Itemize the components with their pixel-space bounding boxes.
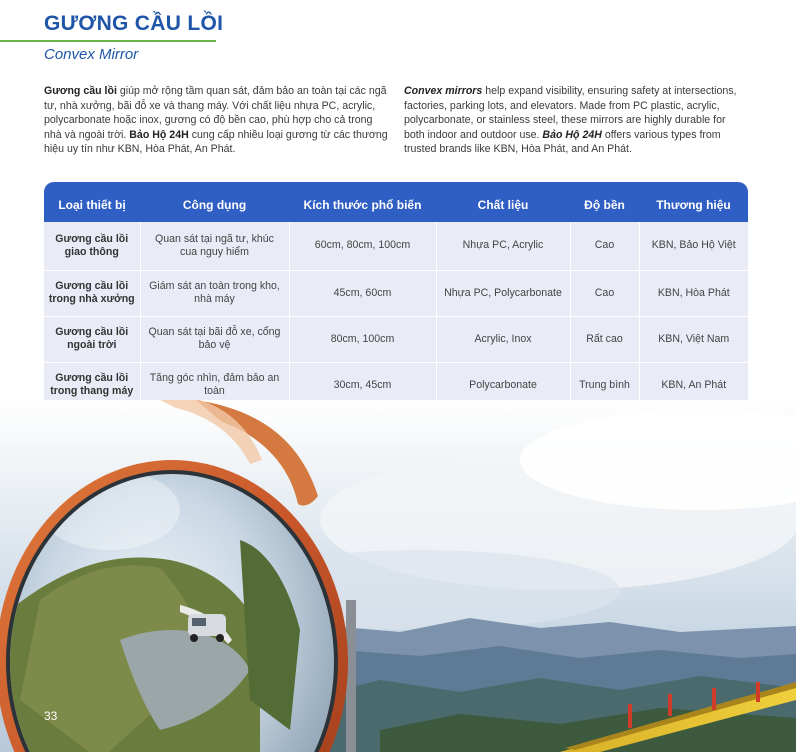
column-header: Loại thiết bị — [58, 198, 126, 212]
table-cell: 45cm, 60cm — [289, 270, 436, 316]
table-cell: Trung bình — [570, 362, 639, 408]
table-cell: Nhựa PC, Polycarbonate — [436, 270, 570, 316]
intro-vietnamese — [44, 84, 389, 157]
table-cell: Rất cao — [570, 316, 639, 362]
table-cell: Gương cầu lồi trong nhà xưởng — [44, 270, 140, 316]
table-cell: KBN, Bảo Hộ Việt — [639, 222, 748, 270]
table-row — [44, 222, 748, 270]
table-cell: Tăng góc nhìn, đảm bảo an toàn — [140, 362, 289, 408]
table-cell: 30cm, 45cm — [289, 362, 436, 408]
table-cell: Quan sát tại ngã tư, khúc cua nguy hiểm — [140, 222, 289, 270]
mirror-spec-table — [44, 182, 748, 408]
table-cell: Cao — [570, 270, 639, 316]
page-title: GƯƠNG CẦU LỒI — [44, 12, 224, 35]
table-cell: KBN, Việt Nam — [639, 316, 748, 362]
title-underline — [0, 40, 216, 42]
page-subtitle: Convex Mirror — [44, 46, 139, 63]
intro-en-lead: Convex mirrors — [404, 85, 483, 97]
table-row — [44, 270, 748, 316]
intro-en-text1: help expand visibility, ensuring safety at intersections, factories, parking lots, and elevators. Made from PC plastic, acrylic, polycarbonate, or stainless steel, these mirrors are highly durable for both indoor and outdoor use. — [404, 85, 737, 141]
column-header: Công dụng — [182, 198, 247, 212]
page-number: 33 — [44, 709, 58, 723]
table-cell: Acrylic, Inox — [436, 316, 570, 362]
table-row — [44, 316, 748, 362]
intro-en-text2: offers various types from trusted brands like KBN, Hòa Phát, and An Phát. — [404, 128, 721, 156]
intro-vi-text1: giúp mở rộng tầm quan sát, đảm bảo an toàn tại các ngã tư, nhà xưởng, bãi đỗ xe và thang máy. Với chất liệu nhựa PC, acrylic, polycarbonate hoặc inox, gương có độ bền cao, phù hợp cho cả trong nhà và ngoài trời. — [44, 85, 387, 141]
column-header: Độ bền — [584, 198, 625, 212]
table-cell: Quan sát tại bãi đỗ xe, cổng bảo vệ — [140, 316, 289, 362]
table-cell: Giám sát an toàn trong kho, nhà máy — [140, 270, 289, 316]
table-header-row — [44, 182, 748, 222]
intro-vi-text2: cung cấp nhiều loại gương từ các thương hiệu uy tín như KBN, Hòa Phát, An Phát. — [44, 128, 388, 156]
table-cell: KBN, Hòa Phát — [639, 270, 748, 316]
intro-vi-lead: Gương cầu lồi — [44, 85, 117, 97]
column-header: Chất liệu — [477, 198, 529, 212]
table-cell: KBN, An Phát — [661, 378, 727, 391]
table-cell: Gương cầu lồi trong thang máy — [44, 362, 140, 408]
table-cell: Gương cầu lồi giao thông — [44, 222, 140, 270]
column-header: Thương hiệu — [656, 198, 731, 212]
intro-english — [404, 84, 749, 157]
table-cell: Polycarbonate — [436, 362, 570, 408]
table-cell: Cao — [570, 222, 639, 270]
table-cell: 60cm, 80cm, 100cm — [289, 222, 436, 270]
table-cell: 80cm, 100cm — [289, 316, 436, 362]
intro-vi-brand: Bảo Hộ 24H — [129, 128, 189, 141]
column-header: Kích thước phổ biến — [303, 198, 422, 212]
table-cell: Nhựa PC, Acrylic — [436, 222, 570, 270]
convex-mirror-photo — [0, 400, 796, 752]
intro-en-brand: Bảo Hộ 24H — [542, 128, 602, 141]
table-cell: Gương cầu lồi ngoài trời — [44, 316, 140, 362]
